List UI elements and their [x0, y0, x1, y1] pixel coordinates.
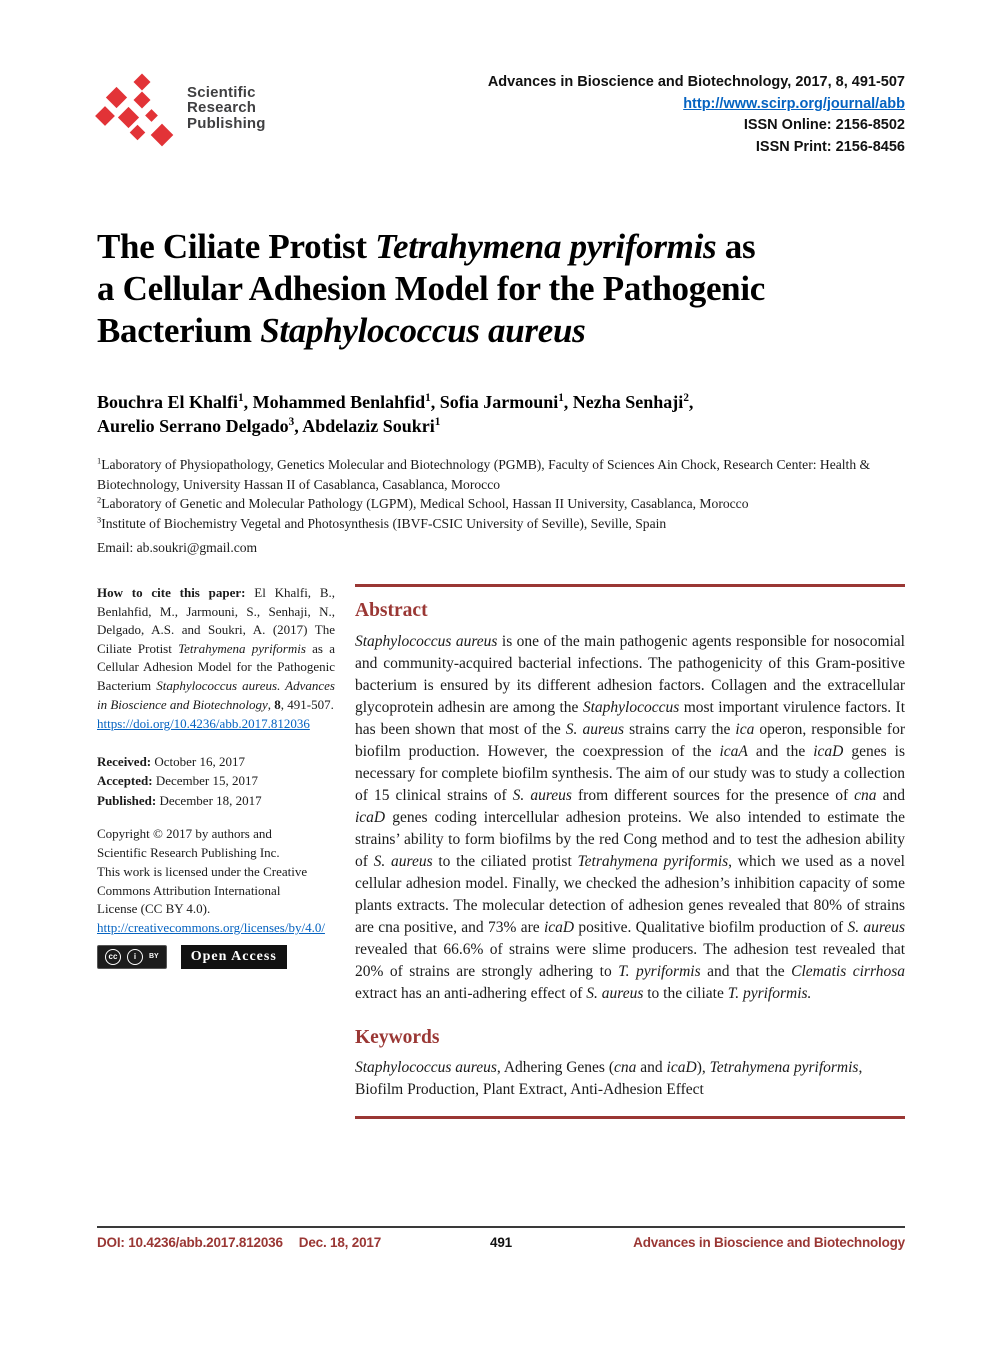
bottom-rule	[355, 1116, 905, 1119]
footer-date: Dec. 18, 2017	[298, 1235, 381, 1250]
open-access-badge[interactable]: Open Access	[181, 945, 287, 969]
sidebar	[97, 584, 335, 1119]
issn-print: ISSN Print: 2156-8456	[755, 138, 905, 155]
journal-info	[488, 72, 905, 158]
cc-by-label: BY	[149, 952, 159, 960]
accepted-date: Accepted: December 15, 2017	[97, 773, 259, 789]
journal-citation-line: Advances in Bioscience and Biotechnology, 2017, 8, 491-507	[487, 74, 905, 90]
doi-link[interactable]: https://doi.org/10.4236/abb.2017.812036	[97, 716, 310, 732]
issn-online: ISSN Online: 2156-8502	[743, 117, 905, 133]
publisher-logo	[97, 72, 266, 144]
affiliations	[97, 455, 905, 533]
title-line: a Cellular Adhesion Model for the Pathogenic	[97, 269, 766, 308]
footer-rule	[97, 1226, 905, 1228]
affiliation: $^2$Laboratory of Genetic and Molecular Pathology (LGPM), Medical School, Hassan II University, Casablanca, Morocco	[97, 494, 749, 511]
affiliation: $^1$Laboratory of Physiopathology, Genetics Molecular and Biotechnology (PGMB), Faculty of Sciences Ain Chock, Research Center: Health & Biotechnology, University Hassan II of Casablanca, Casablanca, Morocco	[97, 455, 871, 492]
license-badges	[97, 945, 335, 969]
srp-diamonds-icon	[97, 72, 177, 144]
title-line: Bacterium Staphylococcus aureus	[97, 311, 586, 350]
abstract-column	[355, 584, 905, 1119]
abstract-heading: Abstract	[355, 600, 428, 621]
article-title	[97, 226, 905, 352]
person-icon: i	[127, 949, 143, 965]
page-header	[97, 72, 905, 168]
published-date: Published: December 18, 2017	[97, 792, 262, 808]
footer-doi: DOI: 10.4236/abb.2017.812036	[97, 1235, 283, 1250]
license-link[interactable]: http://creativecommons.org/licenses/by/4.0/	[97, 920, 325, 936]
body-columns	[97, 584, 905, 1119]
page-number: 491	[490, 1235, 512, 1250]
keywords-text: Staphylococcus aureus, Adhering Genes (cna and icaD), Tetrahymena pyriformis, Biofilm Production, Plant Extract, Anti-Adhesion Effect	[355, 1059, 863, 1098]
contact-email: Email: ab.soukri@gmail.com	[97, 540, 258, 555]
received-date: Received: October 16, 2017	[97, 753, 246, 769]
how-to-cite: How to cite this paper: El Khalfi, B., Benlahfid, M., Jarmouni, S., Senhaji, N., Delgado, A.S. and Soukri, A. (2017) The Ciliate Protist Tetrahymena pyriformis as a Cellular Adhesion Model for the Pathogenic Bacterium Staphylococcus aureus. Advances in Bioscience and Biotechnology, 8, 491-507.	[97, 585, 335, 712]
journal-url-link[interactable]: http://www.scirp.org/journal/abb	[683, 95, 905, 112]
page-footer	[97, 1226, 905, 1250]
footer-journal-name: Advances in Bioscience and Biotechnology	[633, 1235, 905, 1250]
abstract-text: Staphylococcus aureus is one of the main pathogenic agents responsible for nosocomial and community-acquired bacterial infections. The pathogenicity of this Gram-positive bacterium is ensured by its different adhesion factors. Collagen and the extracellular glycoprotein adhesin are among the Staphylococcus most important virulence factors. It has been shown that most of the S. aureus strains carry the ica operon, responsible for biofilm production. However, the coexpression of the icaA and the icaD genes is necessary for complete biofilm synthesis. The aim of our study was to study a collection of 15 clinical strains of S. aureus from different sources for the presence of cna and icaD genes coding intercellular adhesion proteins. We also intended to estimate the strains’ ability to form biofilms by the red Cong method and to test the adhesion ability of S. aureus to the ciliated protist Tetrahymena pyriformis, which we used as a novel cellular adhesion model. Finally, we checked the adhesion’s inhibition capacity of some plants extracts. The molecular detection of adhesion genes revealed that 80% of strains are cna positive, and 73% are icaD positive. Qualitative biofilm production of S. aureus revealed that 66.6% of strains were slime producers. The adhesion test revealed that 20% of strains are strongly adhering to T. pyriformis and that the Clematis cirrhosa extract has an anti-adhering effect of S. aureus to the ciliate T. pyriformis.	[355, 633, 905, 1002]
cc-by-badge[interactable]	[97, 945, 167, 969]
authors-line: Bouchra El Khalfi$^1$, Mohammed Benlahfid$^1$, Sofia Jarmouni$^1$, Nezha Senhaji$^2$,	[97, 392, 694, 412]
publisher-name: Scientific Research Publishing	[187, 83, 266, 132]
top-rule	[355, 584, 905, 587]
keywords-heading: Keywords	[355, 1027, 440, 1048]
copyright-notice: Copyright © 2017 by authors and Scientific Research Publishing Inc. This work is licensed under the Creative Commons Attribution International License (CC BY 4.0).	[97, 826, 308, 917]
title-line: The Ciliate Protist Tetrahymena pyriformis as	[97, 227, 756, 266]
cc-icon: cc	[105, 949, 121, 965]
article-dates	[97, 752, 335, 811]
authors	[97, 390, 905, 438]
authors-line: Aurelio Serrano Delgado$^3$, Abdelaziz Soukri$^1$	[97, 416, 441, 436]
affiliation: $^3$Institute of Biochemistry Vegetal and Photosynthesis (IBVF-CSIC University of Seville), Seville, Spain	[97, 513, 667, 531]
